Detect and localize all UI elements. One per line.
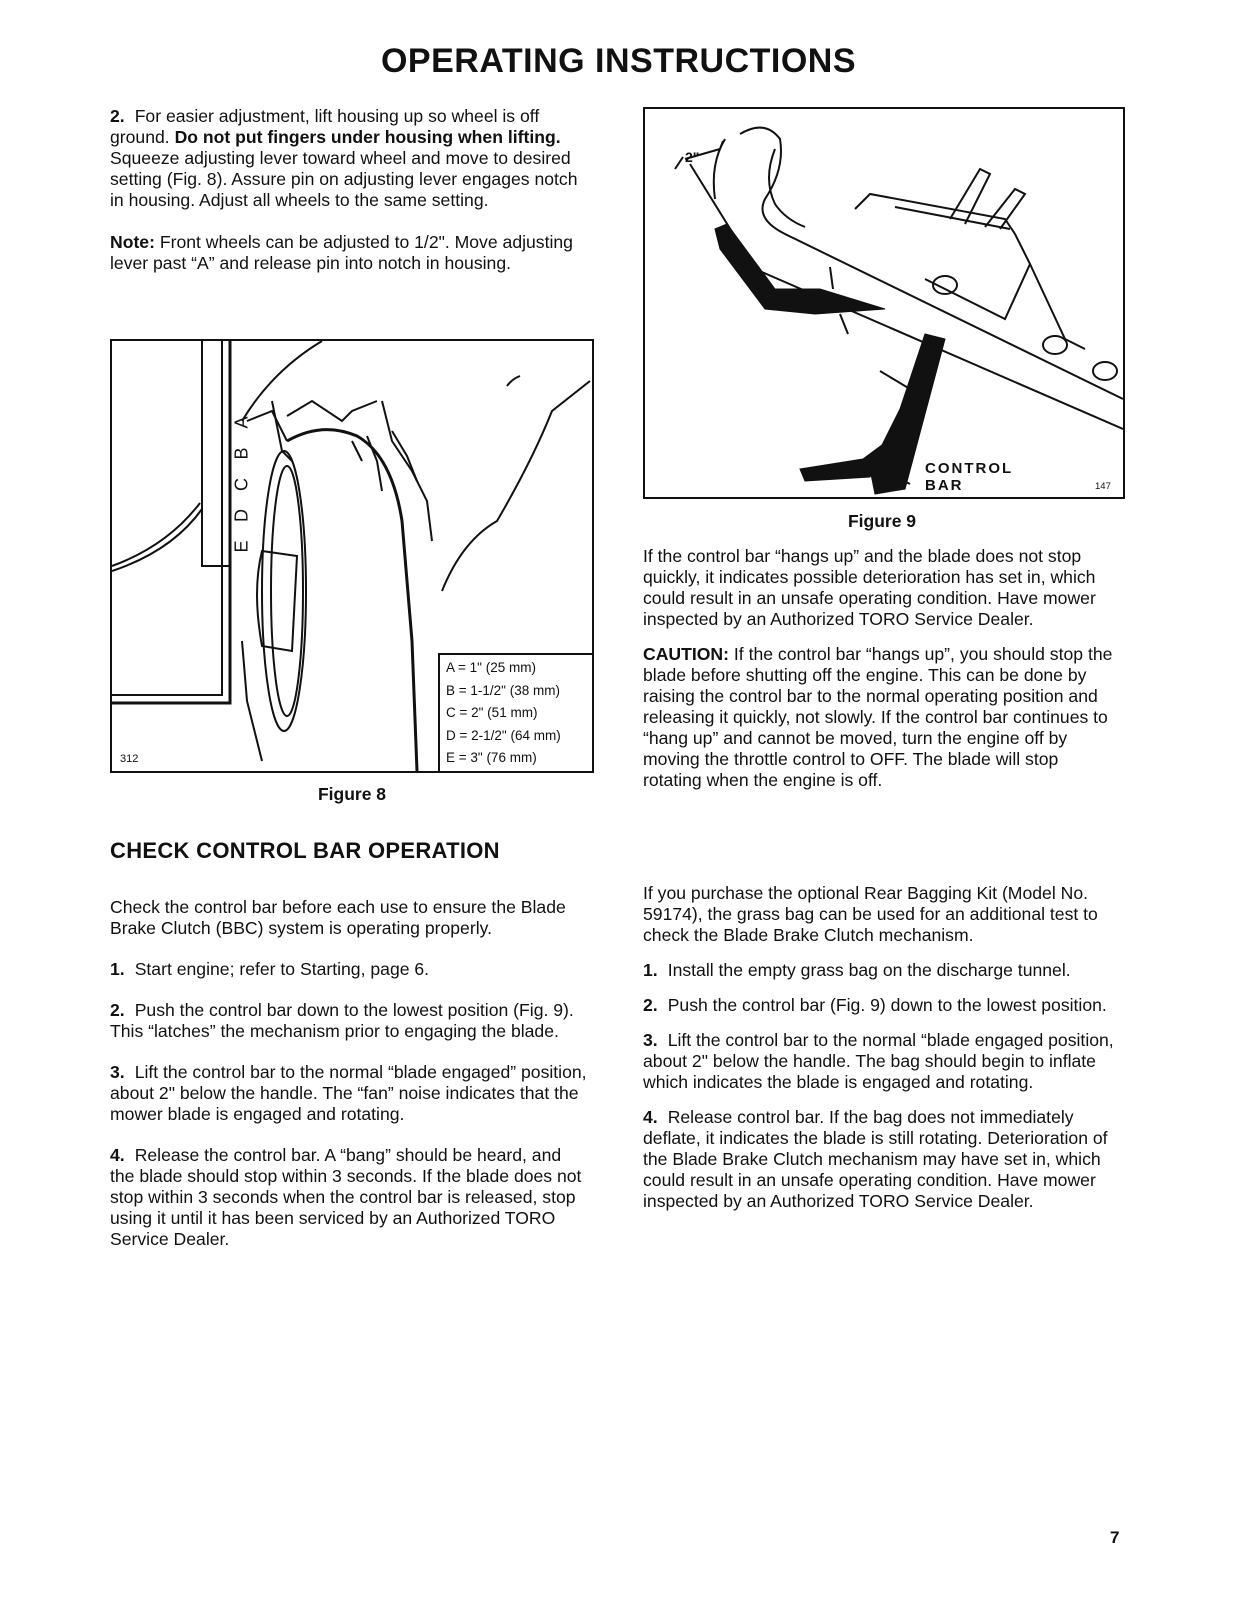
step-item: 3. Lift the control bar to the normal “blade engaged” position, about 2" below the handle. The “fan” noise indicates that the mower blade is engaged and rotating.	[110, 1062, 587, 1124]
figure-ref-number: 147	[1095, 481, 1111, 492]
legend-item: E = 3" (76 mm)	[446, 750, 537, 765]
scale-letter-d: D	[231, 509, 252, 522]
height-scale	[231, 407, 253, 562]
scale-letter-b: B	[231, 447, 252, 460]
legend-item: C = 2" (51 mm)	[446, 705, 538, 720]
scale-letter-a: A	[231, 416, 252, 429]
step-item: 3. Lift the control bar to the normal “blade engaged position, about 2" below the handle. The bag should begin to inflate which indicates the blade is engaged and rotating.	[643, 1030, 1114, 1092]
legend-item: D = 2-1/2" (64 mm)	[446, 727, 561, 743]
page-title: OPERATING INSTRUCTIONS	[380, 42, 857, 80]
figure-9-illustration	[643, 107, 1125, 499]
note-paragraph: Note: Front wheels can be adjusted to 1/2". Move adjusting lever past “A” and release pin into notch in housing.	[110, 232, 573, 273]
note-label: Note:	[110, 232, 155, 252]
legend-item: B = 1-1/2" (38 mm)	[446, 682, 560, 698]
scale-letter-e: E	[231, 540, 252, 553]
legend-item: A = 1" (25 mm)	[446, 660, 536, 675]
section-heading: CHECK CONTROL BAR OPERATION	[110, 838, 500, 863]
control-bar-check-steps	[110, 897, 588, 1250]
step-item: 2. Push the control bar (Fig. 9) down to the lowest position.	[643, 995, 1107, 1015]
warning-bold-text: Do not put fingers under housing when lifting.	[174, 127, 561, 147]
hang-up-guidance	[643, 546, 1121, 791]
figure-9-caption: Figure 9	[847, 511, 917, 531]
bagging-intro: If you purchase the optional Rear Bagging Kit (Model No. 59174), the grass bag can be used for an additional test to check the Blade Brake Clutch mechanism.	[643, 883, 1098, 945]
step-item: 4. Release control bar. If the bag does not immediately deflate, it indicates the blade is still rotating. Deterioration of the Blade Brake Clutch mechanism may have set in, which could result in an unsafe operating condition. Have mower inspected by an Authorized TORO Service Dealer.	[643, 1107, 1108, 1211]
bagging-test-steps	[643, 883, 1121, 1212]
caution-paragraph: CAUTION: If the control bar “hangs up”, you should stop the blade before shutting off the engine. This can be done by raising the control bar to the normal operating position and releasing it quickly, not slowly. If the control bar continues to “hang up” and cannot be moved, turn the engine off by moving the throttle control to OFF. The blade will stop rotating when the engine is off.	[643, 644, 1113, 790]
wheel-adjust-step	[110, 106, 588, 274]
figure-8-caption: Figure 8	[317, 784, 387, 804]
step-item: 1. Install the empty grass bag on the discharge tunnel.	[643, 960, 1071, 980]
intro-paragraph: Check the control bar before each use to ensure the Blade Brake Clutch (BBC) system is operating properly.	[110, 897, 566, 938]
step-number: 2.	[110, 106, 125, 126]
step-item: 4. Release the control bar. A “bang” should be heard, and the blade should stop within 3 seconds. If the blade does not stop within 3 seconds when the control bar is released, stop using it until it has been serviced by an Authorized TORO Service Dealer.	[110, 1145, 582, 1249]
step-item: 2. Push the control bar down to the lowest position (Fig. 9). This “latches” the mechanism prior to engaging the blade.	[110, 1000, 574, 1041]
figure-8-illustration	[110, 339, 594, 773]
page-number: 7	[1110, 1528, 1120, 1547]
hangs-up-paragraph: If the control bar “hangs up” and the blade does not stop quickly, it indicates possible deterioration has set in, which could result in an unsafe operating condition. Have mower inspected by an Authorized TORO Service Dealer.	[643, 546, 1096, 629]
control-bar-callout: CONTROL BAR	[925, 460, 1014, 494]
figure-ref-number: 312	[120, 753, 139, 765]
control-bar-drawing	[645, 109, 1123, 497]
caution-label: CAUTION:	[643, 644, 730, 664]
step-item: 1. Start engine; refer to Starting, page 6.	[110, 959, 430, 979]
step-2-paragraph: 2. For easier adjustment, lift housing up so wheel is off ground. Do not put fingers under housing when lifting. Squeeze adjusting lever toward wheel and move to desired setting (Fig. 8). Assure pin on adjusting lever engages notch in housing. Adjust all wheels to the same setting.	[110, 106, 578, 210]
dimension-label: 2"	[685, 149, 700, 165]
height-legend	[438, 653, 594, 773]
scale-letter-c: C	[231, 478, 252, 491]
